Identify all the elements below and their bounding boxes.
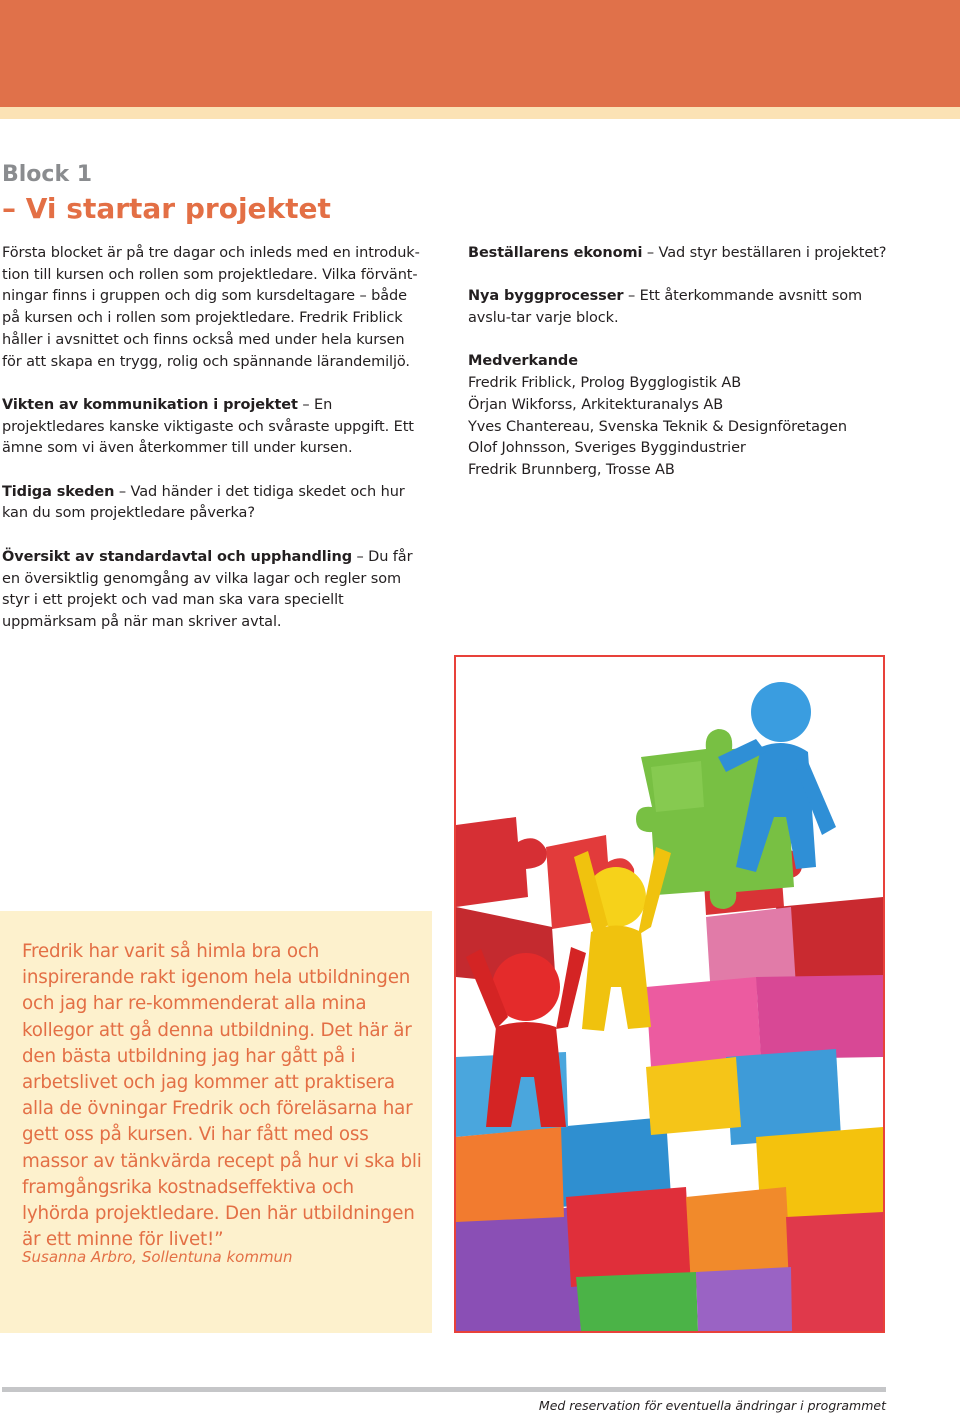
topic-title: Tidiga skeden [2, 483, 115, 500]
topic-title: Beställarens ekonomi [468, 245, 643, 261]
topic-text: – Ett återkommande avsnitt som avslu-tar varje block. [468, 288, 863, 327]
topic-title: Vikten av kommunikation i projektet [2, 396, 298, 413]
participant: Fredrik Brunnberg, Trosse AB [468, 462, 675, 478]
participants [468, 351, 908, 481]
puzzle-illustration [454, 655, 885, 1333]
footer-divider [2, 1387, 886, 1392]
testimonial-text: Fredrik har varit så himla bra och inspirerande rakt igenom hela utbildningen och jag har re-kommenderat alla mina kollegor att gå denna utbildning. Det här är den bästa utbildning jag har gått på i arbetslivet och jag kommer att praktisera alla de övningar Fredrik och föreläsarna har gett oss på kursen. Vi har fått med oss massor av tänkvärda recept på hur vi ska bli framgångsrika kostnadseffektiva och lyhörda projektledare. Den här utbildningen är ett minne för livet!” [22, 941, 422, 1251]
participants-title: Medverkande [468, 353, 578, 370]
participant: Fredrik Friblick, Prolog Bygglogistik AB [468, 375, 742, 392]
header-band [0, 0, 960, 107]
topic-text: – En projektledares kanske viktigaste och svåraste uppgift. Ett ämne som vi även återkommer till under kursen. [2, 396, 414, 457]
testimonial-author: Susanna Arbro, Sollentuna kommun [22, 1248, 293, 1266]
participant: Yves Chantereau, Svenska Teknik & Designföretagen [468, 418, 847, 435]
topic-text: – Du får en översiktlig genomgång av vilka lagar och regler som styr i ett projekt och vad man ska vara speciellt uppmärksam på när man skriver avtal. [2, 549, 413, 631]
topic-client-economy [468, 243, 908, 265]
bottom-left-column [2, 547, 427, 656]
topic-build-processes [468, 286, 908, 329]
topic-text: – Vad styr beställaren i projektet? [642, 245, 887, 261]
topic-contracts [2, 547, 427, 634]
participant: Olof Johnsson, Sveriges Byggindustrier [468, 440, 746, 457]
participant: Örjan Wikforss, Arkitekturanalys AB [468, 396, 724, 413]
topic-text: – Vad händer i det tidiga skedet och hur kan du som projektledare påverka? [2, 483, 405, 522]
block-title: – Vi startar projektet [2, 192, 331, 225]
header-strip [0, 107, 960, 119]
intro-paragraph: Första blocket är på tre dagar och inleds med en introduk-tion till kursen och rollen som projektledare. Vilka förvänt-ningar finns i gruppen och dig som kursdeltagare – både på kursen och i rollen som projektledare. Fredrik Friblick håller i avsnittet och finns också med under hela kursen för att skapa en trygg, rolig och spännande lärandemiljö. [2, 245, 420, 370]
puzzle-teamwork-image [456, 657, 883, 1331]
footer-note: Med reservation för eventuella ändringar i programmet [538, 1398, 886, 1413]
topic-title: Översikt av standardavtal och upphandling [2, 549, 352, 565]
topic-communication [2, 395, 427, 460]
topic-early-stages [2, 482, 427, 525]
block-label: Block 1 [2, 162, 93, 187]
topic-title: Nya byggprocesser [468, 288, 624, 305]
left-column [2, 243, 427, 547]
right-column [468, 243, 908, 482]
